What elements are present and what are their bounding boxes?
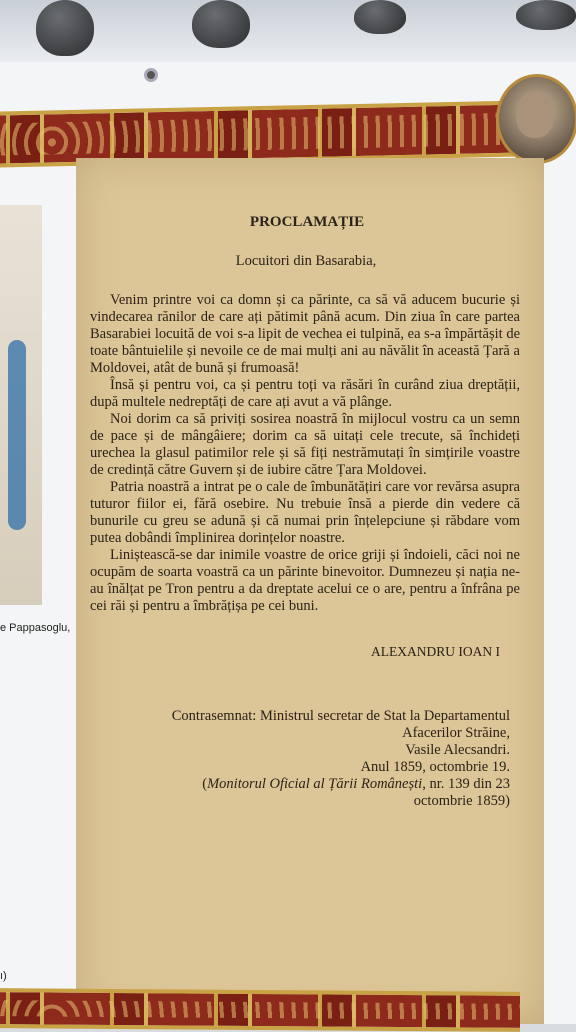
proclamation-text bbox=[82, 214, 520, 810]
source-line: octombrie 1859) bbox=[413, 793, 510, 809]
paragraph: Venim printre voi ca domn și ca părinte, ca să vă aducem bucurie și vindecarea rănilor de care ați pătimit până acum. Din ziua în care partea Basarabiei locuită de voi s-a lipit de vechea ei tulpină, ea s-a împărtășit de toate bântuielile și nevoile ce de mai mulți ani au năvălit în această Țară a Moldovei, atât de bună și frumoasă! bbox=[90, 292, 521, 376]
source-title: Monitorul Oficial al Țării Românești bbox=[207, 776, 423, 792]
signature: ALEXANDRU IOAN I bbox=[371, 644, 500, 659]
bottom-ornamental-border bbox=[0, 988, 520, 1032]
source-suffix: , nr. 139 din 23 bbox=[422, 776, 510, 792]
salutation: Locuitori din Basarabia, bbox=[235, 253, 377, 269]
side-text-fragment: ı) bbox=[0, 970, 7, 982]
banner-grommet bbox=[144, 68, 158, 82]
date-line: Anul 1859, octombrie 19. bbox=[360, 759, 510, 775]
paragraph: Noi dorim ca să priviți sosirea noastră în mijlocul vostru ca un semn de pace și de mângâiere; dorim ca să uitați cele trecute, să închideți urechea la glasul patimilor rele și să fiți nestrămutați în simțirile voastre de credință către Guvern și de iubire către Țara Moldovei. bbox=[90, 411, 520, 478]
countersignature bbox=[82, 708, 510, 810]
map-river bbox=[8, 340, 26, 530]
stone-ornament bbox=[354, 0, 406, 34]
portrait-face bbox=[516, 92, 554, 138]
countersign-line: Contrasemnat: Ministrul secretar de Stat la Departamentul bbox=[171, 708, 510, 724]
map-caption: e Pappasoglu, bbox=[0, 622, 71, 634]
countersign-line: Vasile Alecsandri. bbox=[405, 742, 510, 758]
proclamation-title: PROCLAMAȚIE bbox=[249, 214, 365, 230]
paragraph: Patria noastră a intrat pe o cale de îmbunătățiri care vor revărsa asupra tuturor fiilor ei, fără osebire. Nu trebuie însă a pierde din vedere că bunurile cu greu se adună și că numai prin înțelepciune și răbdare vom putea dobândi împlinirea dorințelor noastre. bbox=[90, 479, 520, 546]
countersign-line: Afacerilor Străine, bbox=[402, 725, 510, 741]
source-line bbox=[82, 776, 510, 793]
stone-ornament bbox=[192, 0, 250, 48]
source-prefix: ( bbox=[202, 776, 208, 792]
stone-ornament bbox=[516, 0, 576, 30]
paragraph: Însă și pentru voi, ca și pentru toți va răsări în curând ziua dreptății, după multele nedreptăți de care ați avut a vă plânge. bbox=[90, 377, 520, 410]
paragraph: Liniștească-se dar inimile voastre de orice griji și îndoieli, căci noi ne ocupăm de soarta voastră ca un părinte binevoitor. Dumnezeu și nația ne-au înălțat pe Tron pentru a da dreptate acelui ce o are, pentru a înfrâna pe cei răi și pentru a îmbrățișa pe cei buni. bbox=[90, 547, 520, 614]
stone-ornament bbox=[36, 0, 94, 56]
